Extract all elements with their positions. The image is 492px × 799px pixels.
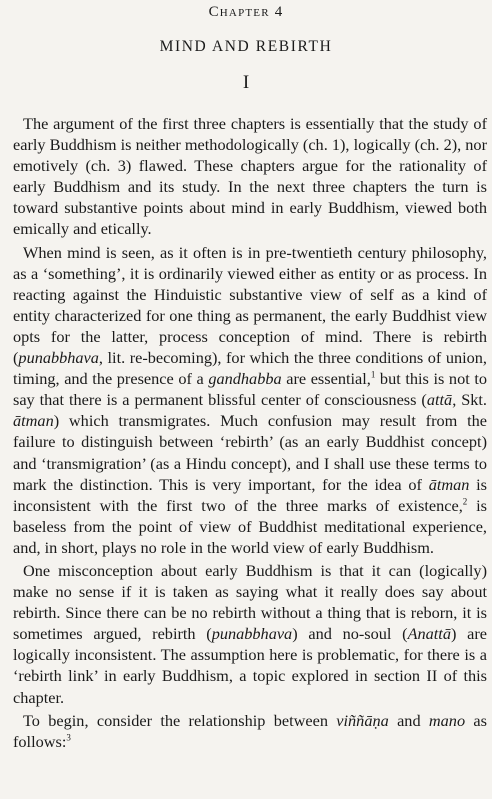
- footnote-ref: 3: [66, 732, 71, 743]
- chapter-title: MIND AND REBIRTH: [159, 38, 333, 55]
- italic-term: mano: [428, 710, 466, 730]
- paragraph: [13, 710, 487, 752]
- paragraph: [13, 560, 487, 708]
- italic-term: punabbhava: [211, 624, 293, 644]
- text-run: ) are logically inconsistent. The assumption here is problematic, for there is a ‘rebirth link’ in early Buddhism, a topic explored in section II of this chapter.: [13, 624, 488, 707]
- text-run: as follows:: [13, 710, 487, 751]
- italic-term: attā: [426, 390, 453, 410]
- text-run: When mind is seen, as it often is in pre-twentieth century philosophy, as a ‘something’, it is ordinarily viewed either as entity or as process. In reacting against the Hinduistic substantive view of self as a kind of entity characterized for one thing as permanent, the early Buddhist view opts for the latter, process conception of mind. There is rebirth (: [13, 242, 487, 368]
- footnote-ref: 2: [462, 496, 468, 507]
- italic-term: viññāṇa: [336, 710, 389, 730]
- text-run: ) and no-soul (: [292, 624, 408, 644]
- body-text: [13, 113, 487, 754]
- text-run: To begin, consider the relationship between: [23, 710, 337, 730]
- text-run: but this is not to say that there is a permanent blissful center of consciousness (: [13, 369, 487, 410]
- footnote-ref: 1: [370, 369, 376, 380]
- text-run: The argument of the first three chapters is essentially that the study of early Buddhism is neither methodologically (ch. 1), logically (ch. 2), nor emotively (ch. 3) flawed. These chapters argue for the rationality of early Buddhism and its study. In the next three chapters the turn is toward substantive points about mind in early Buddhism, viewed both emically and etically.: [13, 114, 487, 239]
- paragraph: [13, 113, 487, 240]
- italic-term: gandhabba: [208, 369, 282, 389]
- italic-term: punabbhava: [18, 348, 99, 368]
- chapter-label: Chapter 4: [208, 4, 284, 20]
- italic-term: ātman: [13, 411, 54, 431]
- text-run: , lit. re-becoming), for which the three conditions of union, timing, and the presence of a: [13, 348, 487, 389]
- text-run: One misconception about early Buddhism is that it can (logically) make no sense if it is taken as saying what it really does say about rebirth. Since there can be no rebirth without a thing that is reborn, it is sometimes argued, rebirth (: [13, 560, 487, 644]
- paragraph: [13, 242, 487, 558]
- text-run: are essential,: [281, 369, 371, 389]
- italic-term: Anattā: [407, 624, 451, 644]
- text-run: , Skt.: [452, 390, 487, 410]
- text-run: and: [388, 710, 429, 730]
- section-numeral: I: [242, 72, 250, 93]
- text-run: is baseless from the point of view of Buddhist meditational experience, and, in short, plays no role in the world view of early Buddhism.: [13, 495, 487, 557]
- italic-term: ātman: [428, 474, 470, 494]
- text-run: is inconsistent with the first two of the three marks of existence,: [13, 474, 487, 515]
- text-run: ) which transmigrates. Much confusion may result from the failure to distinguish between ‘rebirth’ (as an early Buddhist concept) and ‘transmigration’ (as a Hindu concept), and I shall use these terms to mark the distinction. This is very important, for the idea of: [13, 411, 487, 494]
